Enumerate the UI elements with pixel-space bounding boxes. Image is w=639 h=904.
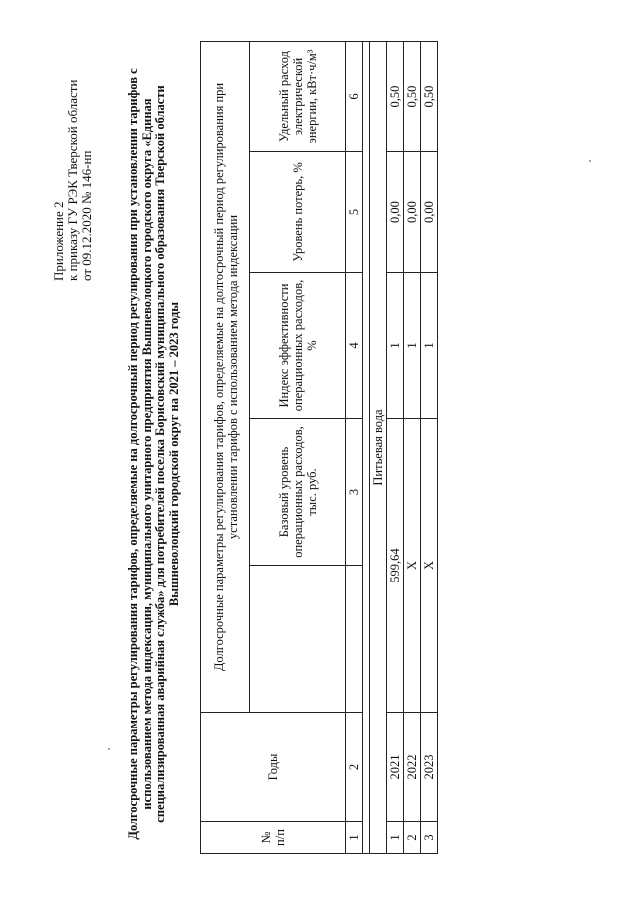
row-year: 2022	[404, 713, 421, 822]
header-base-level: Базовый уровень операционных расходов, тыс. руб.	[250, 419, 346, 566]
row-energy-consumption: 0,50	[387, 41, 404, 151]
row-base-level: Х	[421, 419, 438, 713]
column-number-cell: 2	[346, 713, 363, 822]
table-row	[404, 41, 421, 853]
column-number-cell: 5	[346, 152, 363, 273]
row-number: 2	[404, 822, 421, 854]
row-efficiency-index: 1	[387, 273, 404, 419]
column-number-cell: 1	[346, 822, 363, 854]
header-years: Годы	[201, 713, 346, 822]
column-number-cell: 6	[346, 41, 363, 151]
tariff-parameters-table	[200, 41, 438, 854]
section-row	[370, 41, 387, 853]
table-row	[421, 41, 438, 853]
row-year: 2021	[387, 713, 404, 822]
column-number-cell: 4	[346, 273, 363, 419]
scan-speck	[108, 748, 110, 750]
row-loss-level: 0,00	[421, 152, 438, 273]
row-energy-consumption: 0,50	[404, 41, 421, 151]
appendix-order-date: от 09.12.2020 № 146-нп	[79, 150, 94, 281]
row-base-level: Х	[404, 419, 421, 713]
header-spacer-cell	[250, 566, 346, 713]
document-title: Долгосрочные параметры регулирования тарифов, определяемые на долгосрочный период регулирования при установлении тарифов с использованием метода индексации, муниципального унитарного предприятия Вышневолоцкого городского округа «Единая специализированная аварийная служба» для потребителей поселка Борисовский муниципального образования Тверской области Вышневолоцкий городской округ на 2021 – 2023 годы	[126, 68, 181, 840]
row-base-level: 599,64	[387, 419, 404, 713]
separator-row	[363, 41, 370, 853]
header-loss-level: Уровень потерь, %	[250, 152, 346, 273]
row-loss-level: 0,00	[387, 152, 404, 273]
appendix-order-ref: к приказу ГУ РЭК Тверской области	[65, 79, 80, 281]
row-number: 1	[387, 822, 404, 854]
section-label: Питьевая вода	[370, 41, 387, 853]
row-number: 3	[421, 822, 438, 854]
header-energy-consumption: Удельный расход электрической энергии, кВт·ч/м³	[250, 41, 346, 151]
column-numbers-row	[346, 41, 363, 853]
scan-speck	[589, 160, 591, 162]
column-number-cell	[346, 566, 363, 713]
appendix-reference	[52, 41, 94, 281]
row-loss-level: 0,00	[404, 152, 421, 273]
header-row-number: № п/п	[201, 822, 346, 854]
table-row	[387, 41, 404, 853]
header-efficiency-index: Индекс эффективности операционных расходов, %	[250, 273, 346, 419]
row-energy-consumption: 0,50	[421, 41, 438, 151]
appendix-number: Приложение 2	[51, 201, 66, 281]
column-number-cell: 3	[346, 419, 363, 566]
header-params-group: Долгосрочные параметры регулирования тарифов, определяемые на долгосрочный период регулирования при установлении тарифов с использованием метода индексации	[201, 41, 250, 712]
row-efficiency-index: 1	[421, 273, 438, 419]
row-year: 2023	[421, 713, 438, 822]
row-efficiency-index: 1	[404, 273, 421, 419]
